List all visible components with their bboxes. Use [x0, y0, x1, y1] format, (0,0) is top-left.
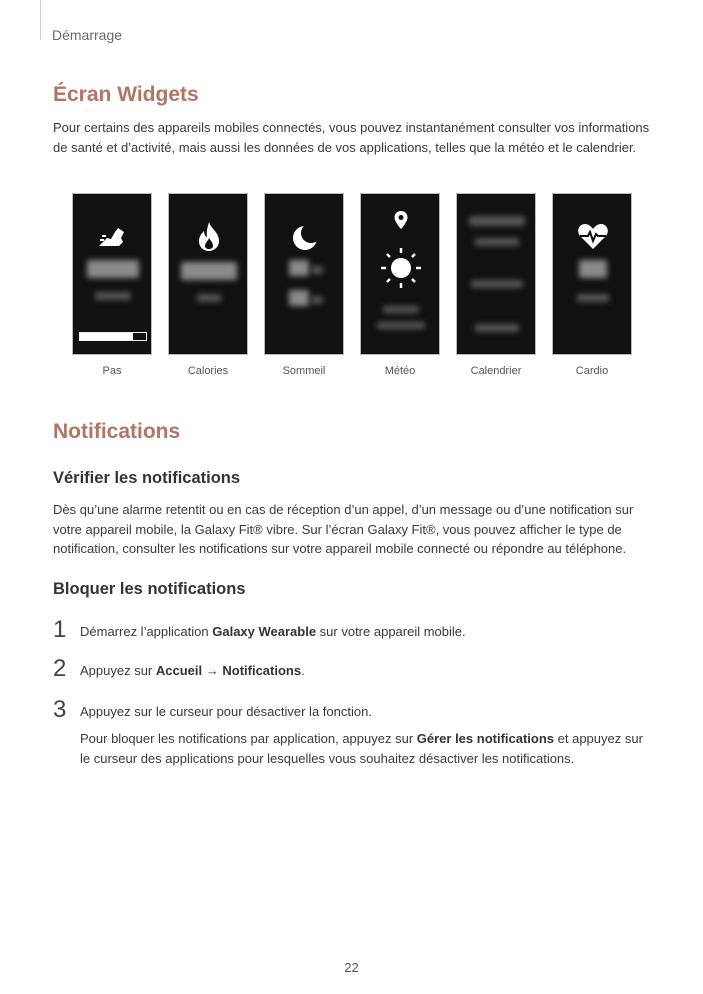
chapter-rule	[40, 0, 41, 40]
shoe-icon	[97, 224, 127, 250]
step-number: 1	[53, 616, 67, 643]
sun-icon	[379, 246, 423, 290]
step-number: 2	[53, 655, 67, 682]
widget-label-weather: Météo	[384, 365, 416, 377]
widget-steps	[72, 193, 152, 355]
section-title-notifications: Notifications	[53, 420, 181, 443]
widget-label-calendar: Calendrier	[470, 365, 522, 377]
subtitle-check-notifications: Vérifier les notifications	[53, 469, 241, 487]
widget-label-sleep: Sommeil	[282, 365, 326, 377]
location-pin-icon	[393, 210, 409, 230]
step-3-note: Pour bloquer les notifications par application, appuyez sur Gérer les notifications et appuyez sur le curseur des applications pour lesquelles vous souhaitez désactiver les notifications.	[80, 731, 643, 766]
widget-heart-rate	[552, 193, 632, 355]
step-number: 3	[53, 696, 67, 723]
widgets-intro: Pour certains des appareils mobiles connectés, vous pouvez instantanément consulter vos informations de santé et d’activité, mais aussi les données de vos applications, telles que la météo et le calendrier.	[53, 120, 650, 155]
chapter-label: Démarrage	[52, 27, 123, 43]
widget-calories	[168, 193, 248, 355]
page-number: 22	[344, 960, 359, 975]
flame-icon	[194, 220, 224, 252]
widget-weather	[360, 193, 440, 355]
step-text: Appuyez sur Accueil → Notifications.	[80, 663, 305, 678]
widget-sleep	[264, 193, 344, 355]
steps-progress-track	[79, 332, 147, 341]
step-text: Démarrez l’application Galaxy Wearable sur votre appareil mobile.	[80, 624, 466, 639]
widget-calendar	[456, 193, 536, 355]
steps-progress-fill	[80, 333, 133, 340]
check-notifications-text: Dès qu’une alarme retentit ou en cas de réception d’un appel, d’un message ou d’une notification sur votre appareil mobile, la Galaxy Fit® vibre. Sur l’écran Galaxy Fit®, vous pouvez afficher le type de notification, consulter les notifications sur votre appareil mobile connecté ou répondre au téléphone.	[53, 502, 634, 556]
moon-icon	[291, 224, 319, 252]
widget-label-calories: Calories	[187, 365, 229, 377]
app-name: Galaxy Wearable	[212, 624, 317, 639]
step-text: Appuyez sur le curseur pour désactiver la fonction.	[80, 704, 372, 719]
manage-notifications-label: Gérer les notifications	[416, 731, 555, 746]
widget-label-steps: Pas	[102, 365, 122, 377]
subtitle-block-notifications: Bloquer les notifications	[53, 580, 246, 598]
widget-label-heart-rate: Cardio	[575, 365, 609, 377]
section-title-widgets: Écran Widgets	[53, 83, 199, 106]
heart-pulse-icon	[577, 222, 609, 250]
widget-screenshots	[72, 193, 632, 357]
menu-notifications: Notifications	[222, 663, 302, 678]
menu-home: Accueil	[155, 663, 203, 678]
